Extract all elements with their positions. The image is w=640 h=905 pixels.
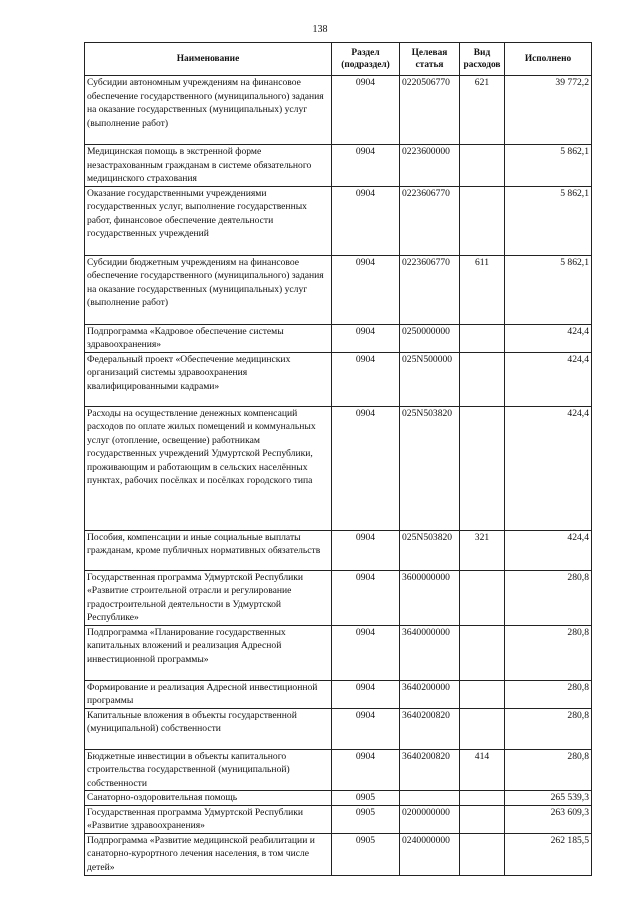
row-executed: 263 609,3 [505, 805, 592, 833]
row-name: Капитальные вложения в объекты государственной (муниципальной) собственности [85, 708, 332, 749]
row-section: 0904 [332, 145, 400, 187]
row-name: Подпрограмма «Планирование государственных капитальных вложений и реализация Адресной инвестиционной программы» [85, 625, 332, 680]
header-expense-type: Вид расходов [460, 43, 505, 76]
row-name: Формирование и реализация Адресной инвестиционной программы [85, 680, 332, 708]
table-row [85, 255, 592, 324]
row-section: 0905 [332, 791, 400, 806]
row-executed: 39 772,2 [505, 76, 592, 145]
row-expense-type [460, 186, 505, 255]
row-name: Государственная программа Удмуртской Республики «Развитие строительной отрасли и регулирование градостроительной деятельности в Удмуртской Республике» [85, 570, 332, 625]
row-expense-type [460, 570, 505, 625]
row-executed: 280,8 [505, 680, 592, 708]
row-article: 0223600000 [400, 145, 460, 187]
row-expense-type [460, 708, 505, 749]
header-executed: Исполнено [505, 43, 592, 76]
header-section: Раздел (подраздел) [332, 43, 400, 76]
table-row [85, 186, 592, 255]
row-expense-type: 414 [460, 749, 505, 791]
row-section: 0904 [332, 708, 400, 749]
row-name: Оказание государственными учреждениями государственных услуг, выполнение государственных работ, финансовое обеспечение деятельности государственных учреждений [85, 186, 332, 255]
table-row [85, 749, 592, 791]
row-expense-type [460, 680, 505, 708]
row-executed: 280,8 [505, 570, 592, 625]
row-name: Субсидии бюджетным учреждениям на финансовое обеспечение государственного (муниципального) задания на оказание государственных (муниципальных) услуг (выполнение работ) [85, 255, 332, 324]
row-section: 0904 [332, 570, 400, 625]
row-expense-type: 621 [460, 76, 505, 145]
table-row [85, 570, 592, 625]
row-article: 3600000000 [400, 570, 460, 625]
row-article: 0240000000 [400, 833, 460, 875]
row-article: 025N500000 [400, 352, 460, 406]
row-name: Государственная программа Удмуртской Республики «Развитие здравоохранения» [85, 805, 332, 833]
row-name: Расходы на осуществление денежных компенсаций расходов по оплате жилых помещений и коммунальных услуг (отопление, освещение) работникам государственных учреждений Удмуртской Республики, проживающим и работающим в сельских населённых пунктах, рабочих посёлках и посёлках городского типа [85, 406, 332, 530]
row-executed: 424,4 [505, 324, 592, 352]
row-name: Медицинская помощь в экстренной форме незастрахованным гражданам в системе обязательного медицинского страхования [85, 145, 332, 187]
row-article: 0200000000 [400, 805, 460, 833]
row-section: 0904 [332, 324, 400, 352]
row-article: 3640000000 [400, 625, 460, 680]
row-executed: 424,4 [505, 406, 592, 530]
row-executed: 424,4 [505, 352, 592, 406]
row-name: Подпрограмма «Кадровое обеспечение системы здравоохранения» [85, 324, 332, 352]
row-section: 0905 [332, 805, 400, 833]
row-section: 0904 [332, 186, 400, 255]
row-expense-type: 321 [460, 530, 505, 570]
row-article: 0223606770 [400, 186, 460, 255]
row-article: 025N503820 [400, 530, 460, 570]
row-name: Пособия, компенсации и иные социальные выплаты гражданам, кроме публичных нормативных обязательств [85, 530, 332, 570]
row-executed: 280,8 [505, 625, 592, 680]
table-row [85, 791, 592, 806]
table-header-row [85, 43, 592, 76]
table-row [85, 680, 592, 708]
table-row [85, 833, 592, 875]
row-article [400, 791, 460, 806]
row-article: 0250000000 [400, 324, 460, 352]
row-expense-type [460, 352, 505, 406]
row-article: 3640200820 [400, 749, 460, 791]
row-section: 0904 [332, 76, 400, 145]
row-expense-type [460, 145, 505, 187]
row-name: Подпрограмма «Развитие медицинской реабилитации и санаторно-курортного лечения населения, в том числе детей» [85, 833, 332, 875]
row-expense-type: 611 [460, 255, 505, 324]
row-expense-type [460, 805, 505, 833]
table-row [85, 76, 592, 145]
table-row [85, 530, 592, 570]
table-row [85, 625, 592, 680]
row-section: 0904 [332, 530, 400, 570]
row-executed: 424,4 [505, 530, 592, 570]
table-row [85, 708, 592, 749]
table-row [85, 324, 592, 352]
header-name: Наименование [85, 43, 332, 76]
table-row [85, 352, 592, 406]
row-expense-type [460, 625, 505, 680]
header-article: Целевая статья [400, 43, 460, 76]
row-article: 0223606770 [400, 255, 460, 324]
row-executed: 280,8 [505, 749, 592, 791]
row-section: 0904 [332, 680, 400, 708]
row-expense-type [460, 406, 505, 530]
row-executed: 5 862,1 [505, 186, 592, 255]
table-row [85, 805, 592, 833]
row-name: Бюджетные инвестиции в объекты капитального строительства государственной (муниципальной) собственности [85, 749, 332, 791]
row-article: 3640200820 [400, 708, 460, 749]
row-section: 0904 [332, 749, 400, 791]
row-executed: 280,8 [505, 708, 592, 749]
budget-table [84, 42, 592, 876]
row-article: 0220506770 [400, 76, 460, 145]
row-name: Субсидии автономным учреждениям на финансовое обеспечение государственного (муниципального) задания на оказание государственных (муниципальных) услуг (выполнение работ) [85, 76, 332, 145]
row-executed: 5 862,1 [505, 145, 592, 187]
row-section: 0904 [332, 352, 400, 406]
table-row [85, 145, 592, 187]
row-expense-type [460, 833, 505, 875]
row-section: 0904 [332, 255, 400, 324]
row-executed: 262 185,5 [505, 833, 592, 875]
row-executed: 5 862,1 [505, 255, 592, 324]
table-row [85, 406, 592, 530]
row-section: 0904 [332, 625, 400, 680]
row-name: Федеральный проект «Обеспечение медицинских организаций системы здравоохранения квалифицированными кадрами» [85, 352, 332, 406]
row-article: 3640200000 [400, 680, 460, 708]
page-number: 138 [312, 24, 328, 35]
row-expense-type [460, 324, 505, 352]
row-section: 0904 [332, 406, 400, 530]
row-expense-type [460, 791, 505, 806]
row-executed: 265 539,3 [505, 791, 592, 806]
row-section: 0905 [332, 833, 400, 875]
row-article: 025N503820 [400, 406, 460, 530]
row-name: Санаторно-оздоровительная помощь [85, 791, 332, 806]
